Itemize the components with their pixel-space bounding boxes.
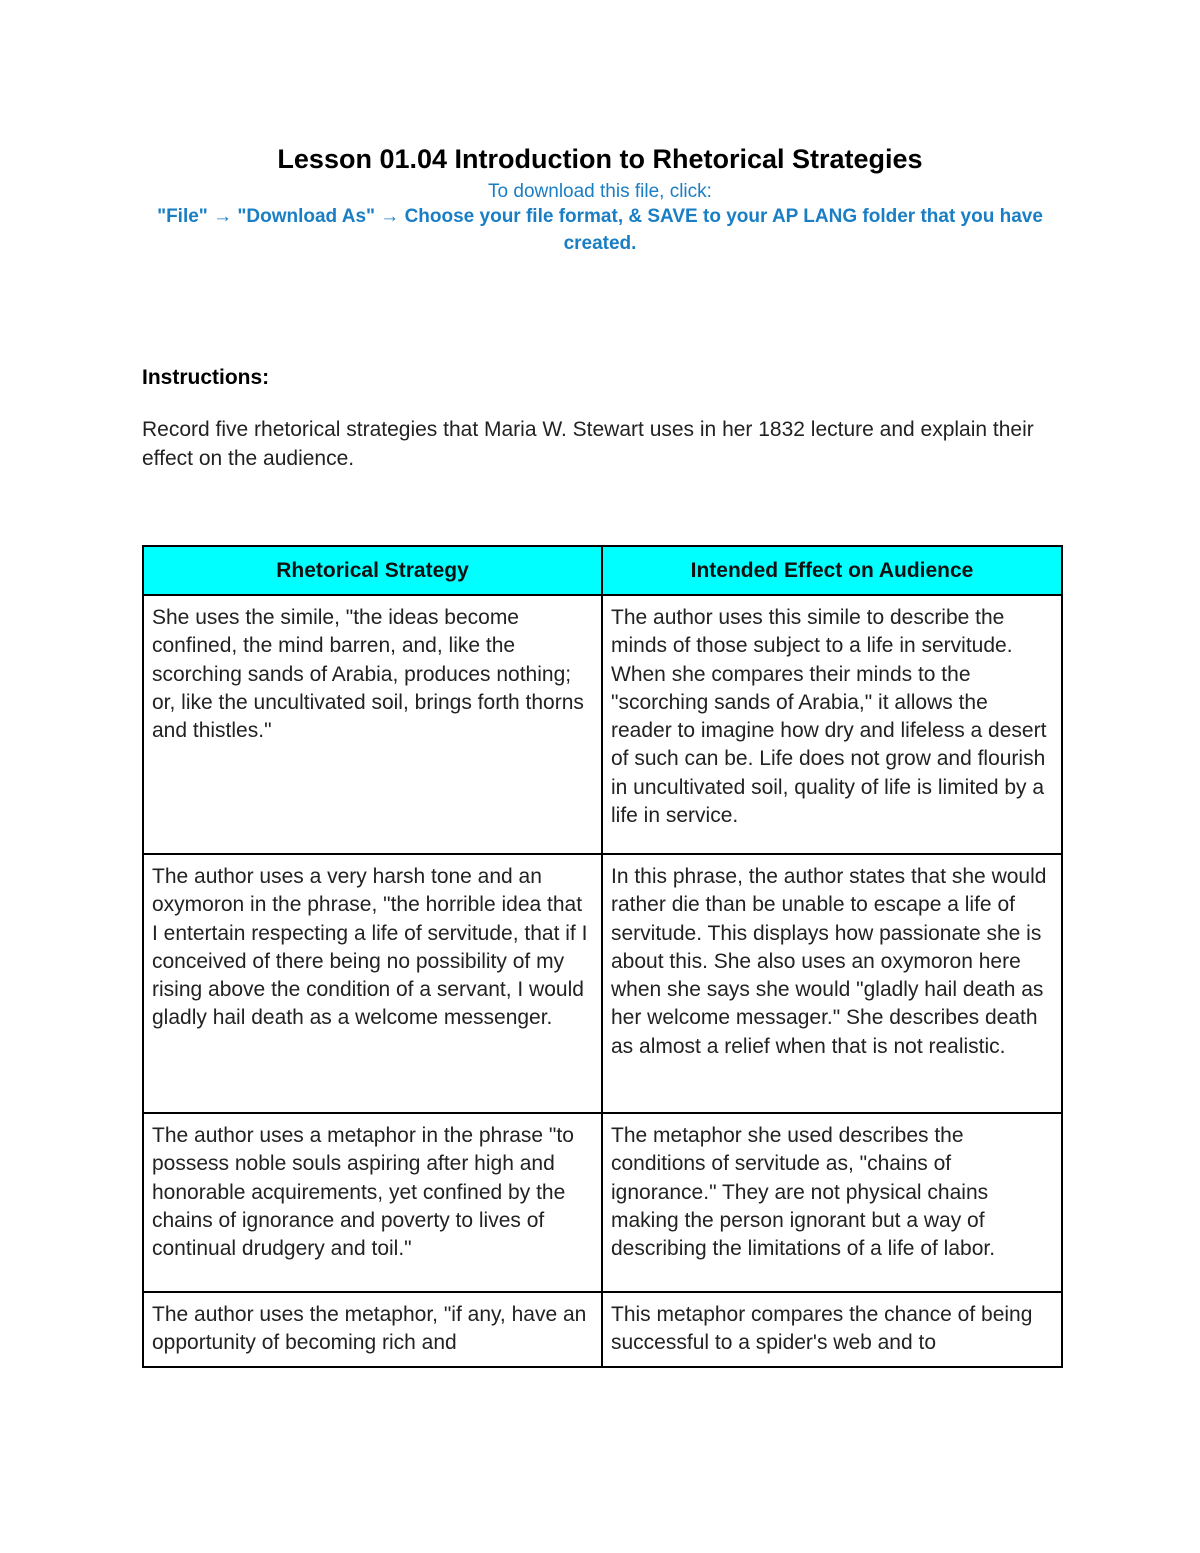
rhetorical-strategies-table: [142, 545, 1063, 1368]
effect-cell: In this phrase, the author states that she would rather die than be unable to escape a life of servitude. This displays how passionate she is about this. She also uses an oxymoron here when she says she would "gladly hail death as her welcome messager." She describes death as almost a relief when that is not realistic.: [602, 854, 1062, 1113]
effect-cell: This metaphor compares the chance of being successful to a spider's web and to: [602, 1292, 1062, 1367]
strategy-cell: The author uses a metaphor in the phrase "to possess noble souls aspiring after high and honorable acquirements, yet confined by the chains of ignorance and poverty to lives of continual drudgery and toil.": [143, 1113, 602, 1292]
table-header-row: [143, 546, 1062, 595]
column-header-strategy: Rhetorical Strategy: [143, 546, 602, 595]
table-row: [143, 854, 1062, 1113]
column-header-effect: Intended Effect on Audience: [602, 546, 1062, 595]
instructions-body: Record five rhetorical strategies that Maria W. Stewart uses in her 1832 lecture and explain their effect on the audience.: [142, 418, 1034, 470]
effect-cell: The metaphor she used describes the conditions of servitude as, "chains of ignorance." They are not physical chains making the person ignorant but a way of describing the limitations of a life of labor.: [602, 1113, 1062, 1292]
strategy-cell: She uses the simile, "the ideas become confined, the mind barren, and, like the scorching sands of Arabia, produces nothing; or, like the uncultivated soil, brings forth thorns and thistles.": [143, 595, 602, 854]
effect-cell: The author uses this simile to describe the minds of those subject to a life in servitude. When she compares their minds to the "scorching sands of Arabia," it allows the reader to imagine how dry and lifeless a desert of such can be. Life does not grow and flourish in uncultivated soil, quality of life is limited by a life in service.: [602, 595, 1062, 854]
strategy-cell: The author uses the metaphor, "if any, have an opportunity of becoming rich and: [143, 1292, 602, 1367]
strategy-cell: The author uses a very harsh tone and an oxymoron in the phrase, "the horrible idea that I entertain respecting a life of servitude, that if I conceived of there being no possibility of my rising above the condition of a servant, I would gladly hail death as a welcome messenger.: [143, 854, 602, 1113]
download-instructions-line1: To download this file, click:: [488, 181, 712, 202]
download-instructions-line2: "File" → "Download As" → Choose your file format, & SAVE to your AP LANG folder that you have created.: [157, 206, 1043, 254]
table-row: [143, 1292, 1062, 1367]
table-row: [143, 1113, 1062, 1292]
table-row: [143, 595, 1062, 854]
instructions-heading: Instructions:: [142, 366, 270, 389]
page-title: Lesson 01.04 Introduction to Rhetorical Strategies: [277, 144, 923, 174]
